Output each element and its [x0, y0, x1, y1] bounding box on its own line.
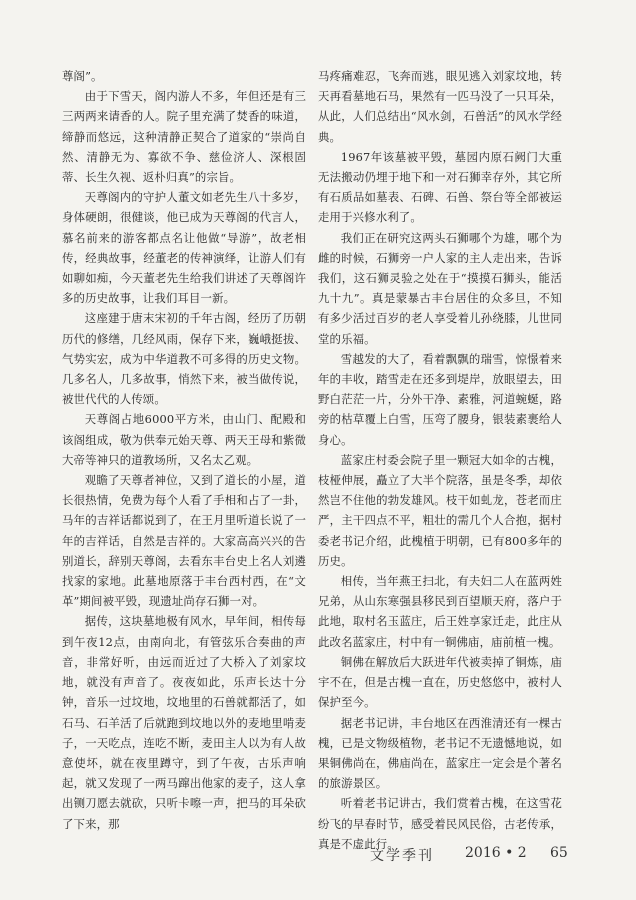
paragraph: 马疼痛难忍，飞奔而逃，眼见逃入刘家坟地，转天再看墓地石马，果然有一匹马没了一只耳朵，从此，人们总结出“风水剑，石兽活”的风水学经典。 — [318, 69, 562, 144]
paragraph: 据老书记讲，丰台地区在西淮清还有一棵古槐，已是文物级植物，老书记不无遗憾地说，如果铜佛尚在，佛庙尚在，蓝家庄一定会是个著名的旅游景区。 — [318, 715, 562, 791]
paragraph: 1967年该墓被平毁，墓园内原石阙门大重无法搬动仍埋于地下和一对石狮幸存外，其它所有石质品如墓表、石碑、石兽、祭台等全部被运走用于兴修水利了。 — [318, 149, 562, 225]
paragraph: 尊阁”。 — [62, 69, 103, 83]
paragraph: 天尊阁内的守护人董文如老先生八十多岁，身体硬朗，很健谈，他已成为天尊阁的代言人，慕名前来的游客都点名让他做“导游”，故老相传，经典故事，经董老的传神演绎，让游人们有如聊如痴，今天董老先生给我们讲述了天尊阁许多的历史故事，让我们耳目一新。 — [62, 190, 306, 306]
paragraph: 相传，当年燕王扫北，有夫妇二人在蓝两姓兄弟，从山东寒强县移民到百望顺天府，落户于此地，取村名玉蓝庄，后王姓享家迁走，此庄从此改名蓝家庄，村中有一铜佛庙，庙前植一槐。 — [318, 574, 562, 649]
left-column — [62, 66, 306, 834]
paragraph: 由于下雪天，阁内游人不多，年但还是有三三两两来请香的人。院子里充满了焚香的味道，缔静而悠远，这种清静正契合了道家的“崇尚自然、清静无为、寡欲不争、慈俭济人、深根固蒂、长生久视、返朴归真”的宗旨。 — [62, 89, 306, 185]
paragraph: 铜佛在解放后大跃进年代被卖掉了铜炼，庙宇不在，但是古槐一直在，历史悠悠中，被村人保护至今。 — [318, 654, 562, 710]
issue-number: 2016 • 2 — [465, 845, 527, 861]
paragraph: 天尊阁占地6000平方米，由山门、配殿和该阁组成，敬为供奉元始天尊、两天王母和紫微大帝等神只的道教场所，又名太乙观。 — [62, 412, 306, 467]
paragraph: 我们正在研究这两头石狮哪个为雄，哪个为雌的时候，石狮旁一户人家的主人走出来，告诉我们，这石狮灵验之处在于“摸摸石狮头，能活九十九”。真是蒙暴古丰台居住的众多旦，不知有多少活过百岁的老人享受着儿孙绕膝，儿世同堂的乐福。 — [318, 230, 562, 346]
paragraph: 据传，这块墓地极有风水，早年间，相传每到午夜12点，由南向北，有管弦乐合奏曲的声音，非常好听，由远而近过了大桥入了刘家坟地，就没有声音了。夜夜如此，乐声长达十分钟，音乐一过坟地，坟地里的石兽就都活了，如石马、石羊活了后就跑到坟地以外的麦地里啃麦子，一天吃点，连吃不断，麦田主人以为有人故意使坏，就在夜里蹲守，到了午夜，古乐声响起，就又发现了一两马蹿出他家的麦子，这人拿出铡刀愿去就砍，只听卡嚓一声，把马的耳朵砍了下来，那 — [62, 614, 306, 831]
paragraph: 雪越发的大了，看着飘飘的瑞雪，惊憬着来年的丰收，踏雪走在还多到堤岸，放眼望去，田野白茫茫一片，分外干净、素雅，河道蜿蜒，路旁的枯草覆上白雪，压弯了腰身，银装素裹给人身心。 — [318, 351, 562, 447]
paragraph: 蓝家庄村委会院子里一颗冠大如伞的古槐，枝桠伸展，矗立了大半个院落，虽是冬季，却依然岂不住他的勃发雄风。枝干如虬龙，苍老而庄严，主干四点不平，粗壮的需几个人合抱，据村委老书记介绍，此槐植于明朝，已有800多年的历史。 — [318, 452, 562, 568]
paragraph: 听着老书记讲古，我们赏着古槐，在这雪花纷飞的早春时节，感受着民风民俗，古老传承，真是不虚此行。 — [318, 796, 562, 851]
right-column — [318, 66, 562, 854]
page-number: 65 — [550, 845, 568, 861]
paragraph: 观瞻了天尊者神位，又到了道长的小屋，道长很热情，免费为每个人看了手相和占了一卦，马年的吉祥话都说到了，在王月里听道长说了一年的吉祥话，自然是吉祥的。大家高高兴兴的告别道长，辞别天尊阁，去看东丰台史上名人刘遴找家的家地。此墓地原落于丰台西村西，在“文革”期间被平毁，现遗址尚存石狮一对。 — [62, 473, 306, 609]
page-footer — [370, 845, 580, 869]
journal-name: 文学季刊 — [370, 848, 434, 864]
paragraph: 这座建于唐末宋初的千年古阁，经历了历朝历代的修缮，几经风雨，保存下来，巍峨挺拔、气势实宏，成为中华道教不可多得的历史文物。几多名人，几多故事，悄然下来，被当做传说，被世代代的人传颂。 — [62, 311, 306, 407]
